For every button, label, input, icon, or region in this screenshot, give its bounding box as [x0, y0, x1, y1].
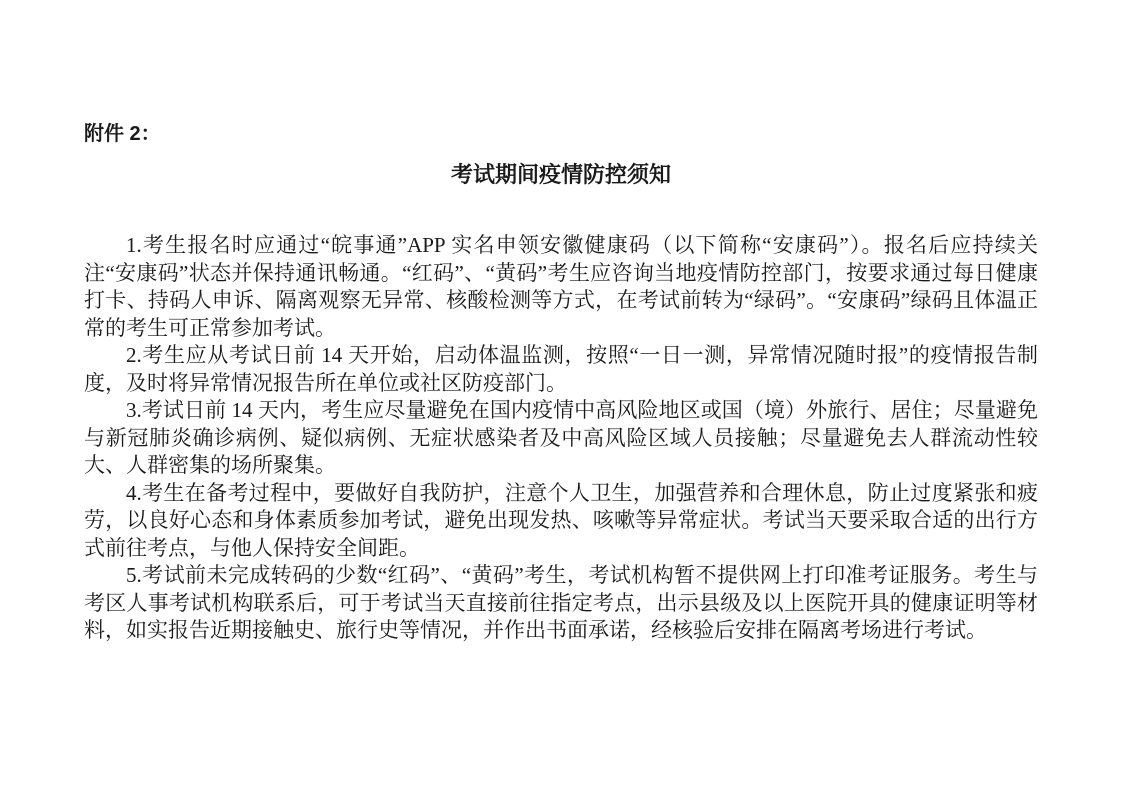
document-title: 考试期间疫情防控须知: [450, 162, 671, 187]
paragraph-4: 4.考生在备考过程中，要做好自我防护，注意个人卫生，加强营养和合理休息，防止过度紧张和疲劳，以良好心态和身体素质参加考试，避免出现发热、咳嗽等异常症状。考试当天要采取合适的出行方式前往考点，与他人保持安全间距。: [84, 480, 1038, 560]
attachment-label: 附件 2：: [84, 123, 161, 145]
paragraph-5: 5.考试前未完成转码的少数“红码”、“黄码”考生，考试机构暂不提供网上打印准考证服务。考生与考区人事考试机构联系后，可于考试当天直接前往指定考点，出示县级及以上医院开具的健康证明等材料，如实报告近期接触史、旅行史等情况，并作出书面承诺，经核验后安排在隔离考场进行考试。: [84, 563, 1038, 642]
paragraph-3: 3.考试日前 14 天内，考生应尽量避免在国内疫情中高风险地区或国（境）外旅行、居住；尽量避免与新冠肺炎确诊病例、疑似病例、无症状感染者及中高风险区域人员接触；尽量避免去人群流动性较大、人群密集的场所聚集。: [84, 398, 1038, 477]
paragraph-2: 2.考生应从考试日前 14 天开始，启动体温监测，按照“一日一测，异常情况随时报”的疫情报告制度，及时将异常情况报告所在单位或社区防疫部门。: [84, 343, 1038, 395]
document-body: [84, 232, 1038, 645]
paragraph-1: 1.考生报名时应通过“皖事通”APP 实名申领安徽健康码（以下简称“安康码”）。报名后应持续关注“安康码”状态并保持通讯畅通。“红码”、“黄码”考生应咨询当地疫情防控部门，按要求通过每日健康打卡、持码人申诉、隔离观察无异常、核酸检测等方式，在考试前转为“绿码”。“安康码”绿码且体温正常的考生可正常参加考试。: [84, 233, 1038, 340]
